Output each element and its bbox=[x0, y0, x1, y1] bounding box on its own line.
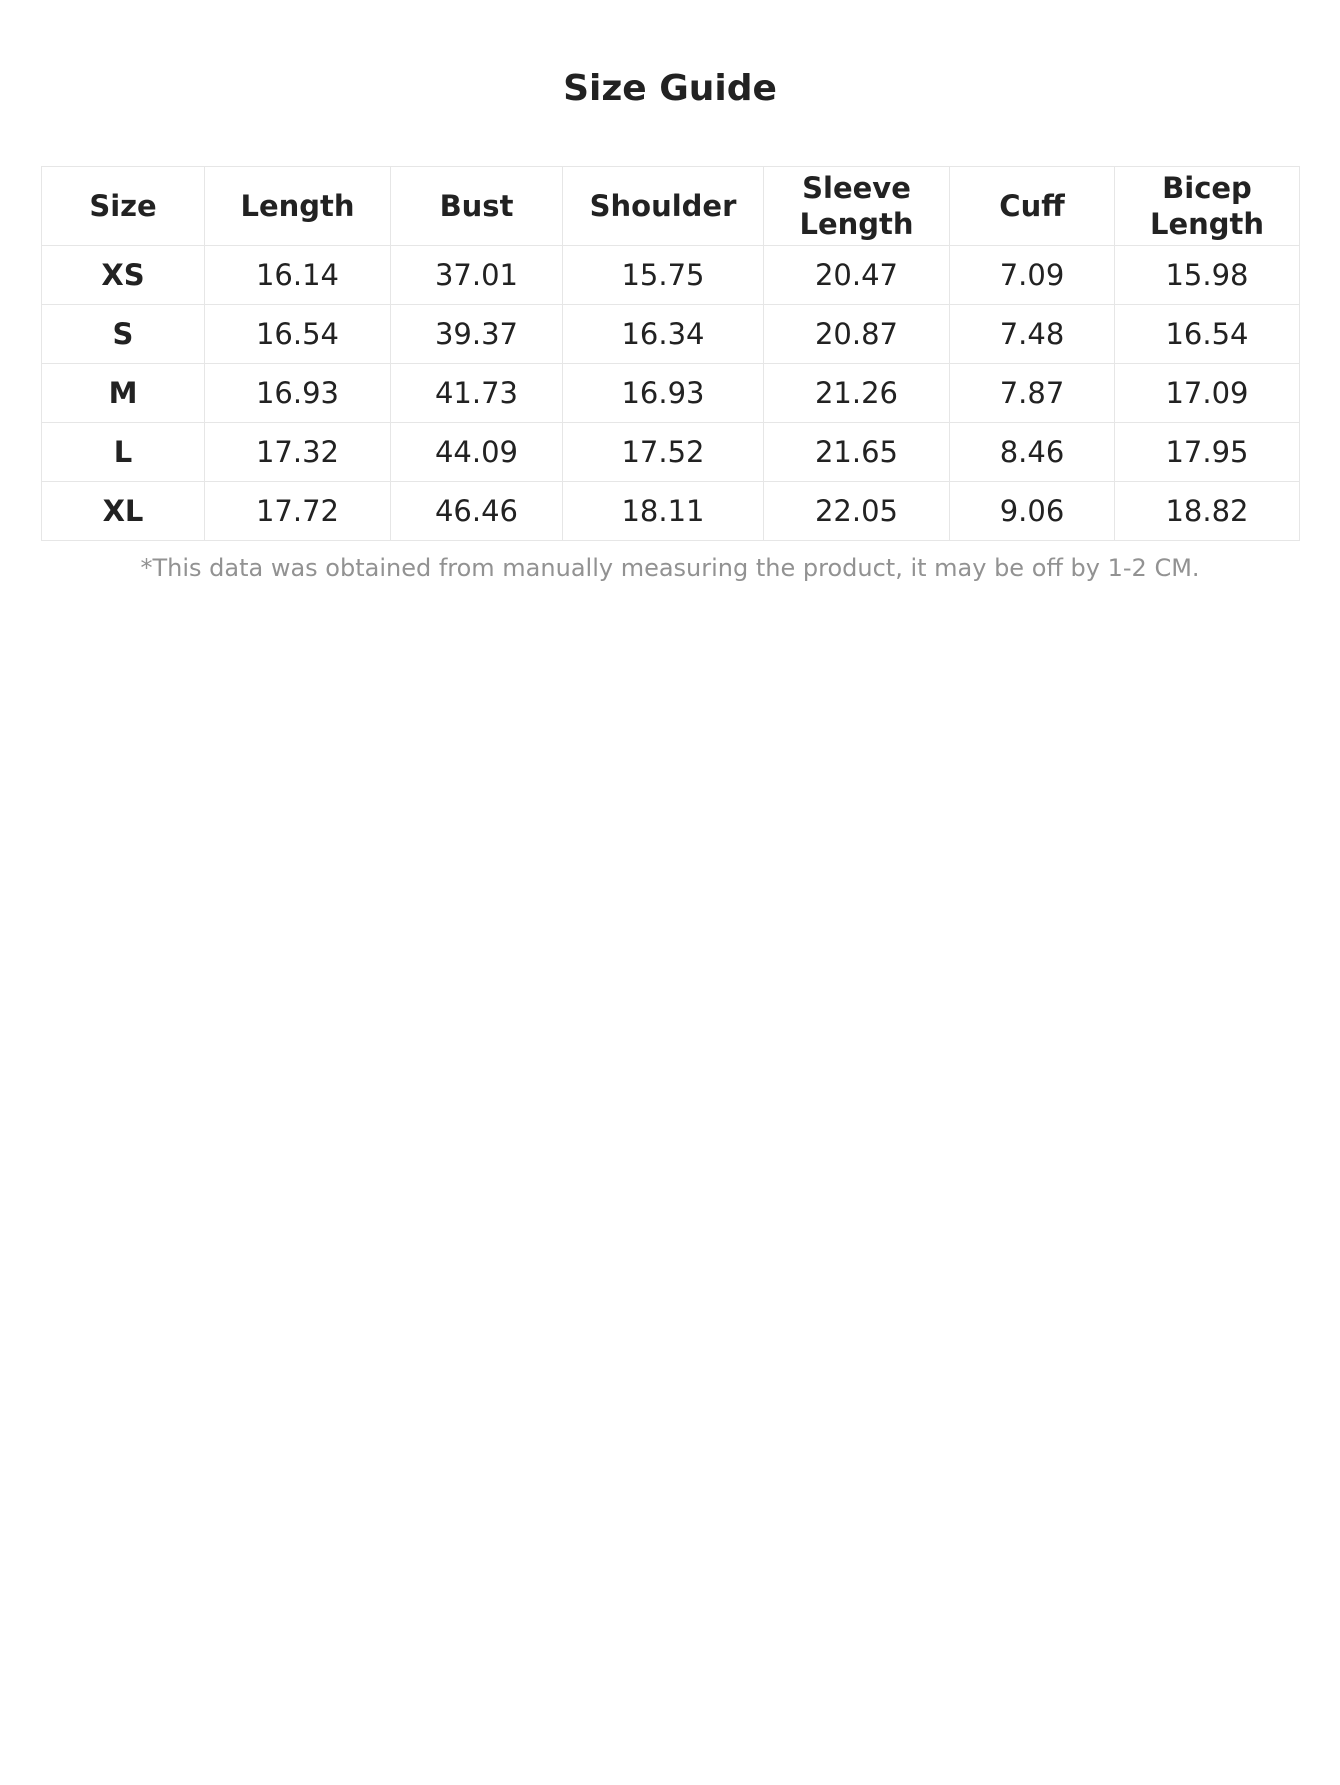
cuff-value: 7.87 bbox=[950, 364, 1115, 423]
bicep-length-value: 15.98 bbox=[1115, 246, 1300, 305]
sleeve-length-value: 20.87 bbox=[764, 305, 950, 364]
length-value: 17.32 bbox=[205, 423, 391, 482]
bust-value: 44.09 bbox=[391, 423, 563, 482]
header-size: Size bbox=[42, 167, 205, 246]
length-value: 16.93 bbox=[205, 364, 391, 423]
bust-value: 37.01 bbox=[391, 246, 563, 305]
cuff-value: 9.06 bbox=[950, 482, 1115, 541]
bicep-length-value: 17.95 bbox=[1115, 423, 1300, 482]
size-label: L bbox=[42, 423, 205, 482]
bicep-length-value: 16.54 bbox=[1115, 305, 1300, 364]
bust-value: 46.46 bbox=[391, 482, 563, 541]
table-row bbox=[42, 482, 1300, 541]
measurement-disclaimer: *This data was obtained from manually measuring the product, it may be off by 1-2 CM. bbox=[140, 554, 1200, 582]
bicep-length-value: 17.09 bbox=[1115, 364, 1300, 423]
sleeve-length-value: 22.05 bbox=[764, 482, 950, 541]
header-bust: Bust bbox=[391, 167, 563, 246]
sleeve-length-value: 20.47 bbox=[764, 246, 950, 305]
bust-value: 39.37 bbox=[391, 305, 563, 364]
table-row bbox=[42, 364, 1300, 423]
cuff-value: 7.09 bbox=[950, 246, 1115, 305]
size-table bbox=[41, 166, 1300, 541]
size-label: M bbox=[42, 364, 205, 423]
length-value: 16.14 bbox=[205, 246, 391, 305]
header-length: Length bbox=[205, 167, 391, 246]
table-row bbox=[42, 423, 1300, 482]
header-shoulder: Shoulder bbox=[563, 167, 764, 246]
cuff-value: 7.48 bbox=[950, 305, 1115, 364]
page-title: Size Guide bbox=[563, 68, 777, 109]
sleeve-length-value: 21.26 bbox=[764, 364, 950, 423]
shoulder-value: 16.34 bbox=[563, 305, 764, 364]
shoulder-value: 17.52 bbox=[563, 423, 764, 482]
table-row bbox=[42, 305, 1300, 364]
header-sleeve-length: Sleeve Length bbox=[764, 167, 950, 246]
size-label: XL bbox=[42, 482, 205, 541]
shoulder-value: 15.75 bbox=[563, 246, 764, 305]
length-value: 17.72 bbox=[205, 482, 391, 541]
size-label: S bbox=[42, 305, 205, 364]
sleeve-length-value: 21.65 bbox=[764, 423, 950, 482]
header-cuff: Cuff bbox=[950, 167, 1115, 246]
bicep-length-value: 18.82 bbox=[1115, 482, 1300, 541]
bust-value: 41.73 bbox=[391, 364, 563, 423]
cuff-value: 8.46 bbox=[950, 423, 1115, 482]
table-row bbox=[42, 246, 1300, 305]
size-label: XS bbox=[42, 246, 205, 305]
length-value: 16.54 bbox=[205, 305, 391, 364]
shoulder-value: 16.93 bbox=[563, 364, 764, 423]
table-header-row bbox=[42, 167, 1300, 246]
header-bicep-length: Bicep Length bbox=[1115, 167, 1300, 246]
shoulder-value: 18.11 bbox=[563, 482, 764, 541]
